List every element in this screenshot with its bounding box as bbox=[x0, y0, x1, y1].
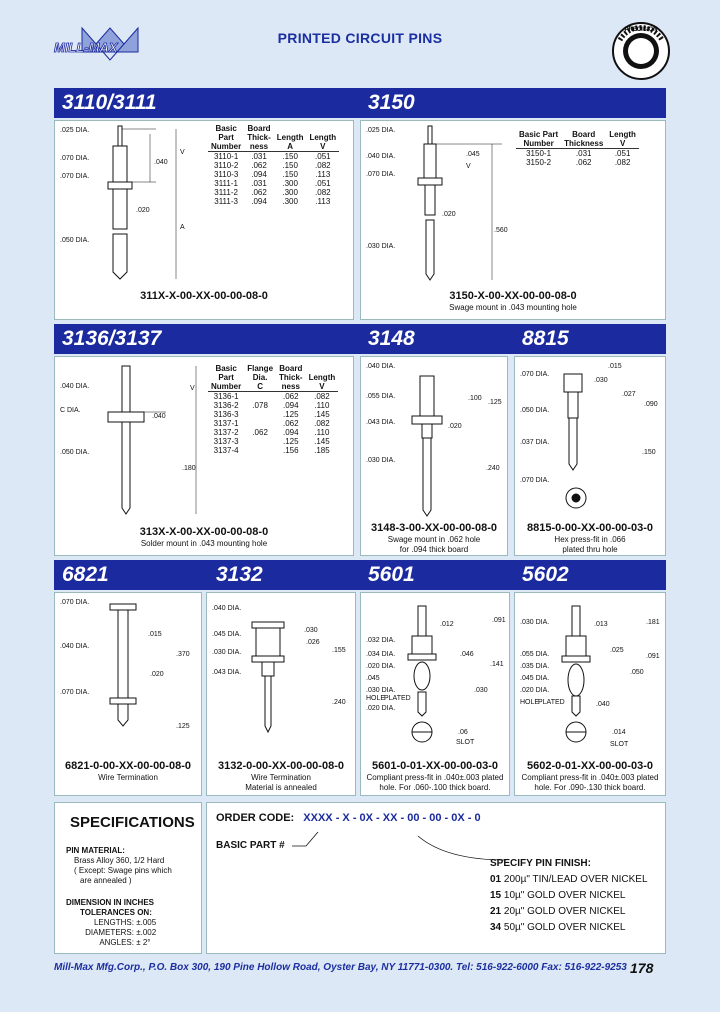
th: Length A bbox=[274, 124, 307, 152]
table-cell: 3136-2 bbox=[213, 401, 239, 410]
table-row bbox=[516, 149, 639, 159]
dim-label: .040 bbox=[596, 701, 610, 708]
part-code: 3150-X-00-XX-00-00-08-0 bbox=[449, 290, 577, 302]
tol-value: ± 2° bbox=[136, 938, 151, 947]
tol-value: ±.005 bbox=[136, 918, 157, 927]
th: Flange Dia. C bbox=[244, 364, 276, 392]
page-title: PRINTED CIRCUIT PINS bbox=[277, 30, 443, 46]
dim-label: .045 DIA. bbox=[212, 631, 242, 638]
table-cell bbox=[244, 437, 276, 446]
drawing-5602 bbox=[516, 596, 664, 752]
section-3110-title: 3110/3111 bbox=[62, 91, 157, 114]
part-note: Wire Termination bbox=[251, 773, 311, 782]
table-cell: .082 bbox=[315, 188, 331, 197]
table-body bbox=[208, 152, 339, 207]
table-3110 bbox=[208, 124, 339, 206]
part-note: hole. For .060-.100 thick board. bbox=[379, 783, 491, 792]
dim-label: .015 bbox=[608, 363, 622, 370]
table-cell: .150 bbox=[282, 170, 298, 179]
dim-label: .020 bbox=[448, 423, 462, 430]
dim-label: V bbox=[180, 149, 185, 156]
table-cell: .062 bbox=[252, 428, 268, 437]
finish-item bbox=[490, 872, 648, 888]
precision-seal bbox=[610, 20, 672, 82]
dim-label: SLOT bbox=[610, 741, 629, 748]
part-note: Solder mount in .043 mounting hole bbox=[140, 539, 268, 548]
table-cell bbox=[244, 392, 276, 402]
dim-label: .180 bbox=[182, 465, 196, 472]
table-cell: .082 bbox=[314, 419, 330, 428]
table-cell: .300 bbox=[282, 197, 298, 206]
finish-code: 01 bbox=[490, 874, 502, 885]
table-cell bbox=[244, 410, 276, 419]
table-cell: .062 bbox=[575, 158, 592, 167]
section-3148-title: 3148 bbox=[368, 327, 415, 350]
table-row bbox=[208, 188, 339, 197]
dim-label: .043 DIA. bbox=[366, 419, 396, 426]
dim-label: .141 bbox=[490, 661, 504, 668]
dim-label: .050 DIA. bbox=[60, 449, 90, 456]
dim-label: .034 DIA. bbox=[366, 651, 396, 658]
finish-list bbox=[490, 856, 648, 936]
table-row bbox=[208, 437, 338, 446]
table-cell: 3137-1 bbox=[213, 419, 239, 428]
dim-label: SLOT bbox=[456, 739, 475, 746]
table-3150 bbox=[516, 130, 639, 167]
table-cell bbox=[244, 419, 276, 428]
dim-label: .070 DIA. bbox=[60, 173, 90, 180]
drawing-3136 bbox=[56, 360, 206, 520]
dim-label: HOLE bbox=[520, 699, 540, 706]
finish-desc: 10µ" GOLD OVER NICKEL bbox=[503, 890, 626, 901]
th: Basic Part Number bbox=[208, 124, 244, 152]
table-row bbox=[208, 410, 338, 419]
table-row bbox=[208, 179, 339, 188]
table-cell: .094 bbox=[283, 401, 299, 410]
tol-name: DIAMETERS: bbox=[85, 928, 134, 937]
table-cell: 3110-1 bbox=[213, 152, 239, 161]
dim-label: .125 bbox=[176, 723, 190, 730]
dim-label: .040 DIA. bbox=[60, 383, 90, 390]
dim-label: .150 bbox=[642, 449, 656, 456]
dim-label: .181 bbox=[646, 619, 660, 626]
th: Basic Part Number bbox=[208, 364, 244, 392]
tol-name: LENGTHS: bbox=[93, 918, 134, 927]
section-5602-title: 5602 bbox=[522, 563, 569, 586]
dim-label: .070 DIA. bbox=[60, 155, 90, 162]
dim-label: .055 DIA. bbox=[366, 393, 396, 400]
drawing-3132 bbox=[208, 596, 354, 752]
dim-label: .040 bbox=[152, 413, 166, 420]
section-bar-row3 bbox=[54, 560, 666, 590]
table-cell: 3110-3 bbox=[213, 170, 239, 179]
part-note: Swage mount in .062 hole bbox=[387, 535, 481, 544]
section-bar-row1 bbox=[54, 88, 666, 118]
dim-label: .050 bbox=[630, 669, 644, 676]
th: Basic Part Number bbox=[516, 130, 561, 149]
table-cell: 3136-3 bbox=[213, 410, 239, 419]
dim-label: .030 bbox=[304, 627, 318, 634]
table-cell: .125 bbox=[283, 410, 299, 419]
finish-code: 21 bbox=[490, 906, 502, 917]
caption-6821 bbox=[54, 760, 202, 783]
drawing-3150 bbox=[362, 124, 512, 284]
dim-label: .091 bbox=[646, 653, 660, 660]
dim-label-line: TOLERANCES ON: bbox=[80, 908, 152, 917]
table-cell: 3137-3 bbox=[213, 437, 239, 446]
material-line: are annealed ) bbox=[80, 876, 132, 885]
specifications-title: SPECIFICATIONS bbox=[70, 814, 195, 831]
table-body bbox=[516, 149, 639, 168]
table-cell: .082 bbox=[314, 392, 330, 401]
material-block bbox=[66, 846, 172, 886]
table-cell: .094 bbox=[251, 197, 267, 206]
table-cell: .031 bbox=[575, 149, 592, 158]
dim-label: .370 bbox=[176, 651, 190, 658]
th: Length V bbox=[606, 130, 639, 149]
caption-3110 bbox=[54, 290, 354, 303]
table-cell: .062 bbox=[283, 419, 299, 428]
part-code: 3132-0-00-XX-00-00-08-0 bbox=[218, 760, 344, 772]
table-cell: .113 bbox=[315, 170, 331, 179]
part-code: 3148-3-00-XX-00-00-08-0 bbox=[371, 522, 497, 534]
table-cell: .110 bbox=[314, 401, 330, 410]
dim-label: .045 bbox=[366, 675, 380, 682]
table-cell: 3136-1 bbox=[213, 392, 239, 401]
table-cell bbox=[244, 446, 276, 455]
caption-3148 bbox=[360, 522, 508, 555]
part-note: Compliant press-fit in .040±.003 plated bbox=[521, 773, 659, 782]
part-note: plated thru hole bbox=[562, 545, 618, 554]
table-row bbox=[208, 170, 339, 179]
dim-label: .020 bbox=[136, 207, 150, 214]
dim-label: .240 bbox=[486, 465, 500, 472]
caption-3132 bbox=[206, 760, 356, 793]
drawing-3110 bbox=[56, 124, 206, 284]
page-number: 178 bbox=[630, 960, 654, 976]
table-row bbox=[208, 197, 339, 206]
th: Board Thickness bbox=[561, 130, 606, 149]
caption-5601 bbox=[360, 760, 510, 793]
tol-name: ANGLES: bbox=[99, 938, 134, 947]
table-cell: .094 bbox=[251, 170, 267, 179]
dim-label: .020 bbox=[150, 671, 164, 678]
dim-label: V bbox=[190, 385, 195, 392]
table-cell: 3137-4 bbox=[213, 446, 239, 455]
dim-label: .050 DIA. bbox=[520, 407, 550, 414]
table-cell: .031 bbox=[251, 179, 267, 188]
dim-label: .070 DIA. bbox=[60, 599, 90, 606]
finish-item bbox=[490, 904, 648, 920]
section-3132-title: 3132 bbox=[216, 563, 263, 586]
table-cell: .051 bbox=[315, 152, 331, 161]
dim-label: .040 DIA. bbox=[60, 643, 90, 650]
table-row bbox=[208, 428, 338, 437]
dim-label: .025 DIA. bbox=[366, 127, 396, 134]
material-line: ( Except: Swage pins which bbox=[74, 866, 172, 875]
section-3136-title: 3136/3137 bbox=[62, 327, 162, 350]
order-code-value: XXXX - X - 0X - XX - 00 - 00 - 0X - 0 bbox=[303, 812, 481, 824]
dim-label: .037 DIA. bbox=[520, 439, 550, 446]
dim-label: .091 bbox=[492, 617, 506, 624]
part-note: Material is annealed bbox=[245, 783, 317, 792]
part-note: Hex press-fit in .066 bbox=[554, 535, 626, 544]
dim-label: .020 DIA. bbox=[520, 687, 550, 694]
dim-label: .040 DIA. bbox=[366, 153, 396, 160]
th: Length V bbox=[306, 364, 339, 392]
part-code: 313X-X-00-XX-00-00-08-0 bbox=[139, 526, 269, 538]
table-cell: .185 bbox=[314, 446, 330, 455]
section-6821-title: 6821 bbox=[62, 563, 109, 586]
dim-label: .045 bbox=[466, 151, 480, 158]
table-cell: 3111-1 bbox=[214, 179, 238, 188]
drawing-3148 bbox=[362, 360, 506, 520]
table-row bbox=[208, 419, 338, 428]
material-line: Brass Alloy 360, 1/2 Hard bbox=[74, 856, 165, 865]
dim-label: .030 DIA. bbox=[366, 687, 396, 694]
part-code: 8815-0-00-XX-00-00-03-0 bbox=[527, 522, 653, 534]
table-row bbox=[516, 158, 639, 167]
table-cell: 3110-2 bbox=[213, 161, 239, 170]
table-cell: .062 bbox=[251, 188, 267, 197]
dim-label: .155 bbox=[332, 647, 346, 654]
drawing-6821 bbox=[56, 596, 200, 752]
section-3150-title: 3150 bbox=[368, 91, 415, 114]
seal-text: PRECISION bbox=[624, 27, 658, 33]
table-body bbox=[208, 392, 338, 456]
table-cell: 3111-3 bbox=[214, 197, 238, 206]
dim-label: .070 DIA. bbox=[366, 171, 396, 178]
table-cell: .110 bbox=[314, 428, 330, 437]
finish-code: 15 bbox=[490, 890, 502, 901]
dim-label-line: DIMENSION IN INCHES bbox=[66, 898, 155, 907]
part-code: 5601-0-01-XX-00-00-03-0 bbox=[372, 760, 498, 772]
dim-label: .055 DIA. bbox=[520, 651, 550, 658]
dim-label: .070 DIA. bbox=[60, 689, 90, 696]
dim-label: .025 DIA. bbox=[60, 127, 90, 134]
dim-label: .030 DIA. bbox=[212, 649, 242, 656]
dim-label: .035 DIA. bbox=[520, 663, 550, 670]
dim-label: .030 bbox=[594, 377, 608, 384]
dim-label: .014 bbox=[612, 729, 626, 736]
dim-label: .070 DIA. bbox=[520, 477, 550, 484]
dim-label: .050 DIA. bbox=[60, 237, 90, 244]
table-row bbox=[208, 152, 339, 162]
section-bar-row2 bbox=[54, 324, 666, 354]
part-note: for .094 thick board bbox=[399, 545, 469, 554]
caption-3136 bbox=[54, 526, 354, 549]
section-8815-title: 8815 bbox=[522, 327, 569, 350]
dim-label: .020 DIA. bbox=[366, 705, 396, 712]
finish-desc: 50µ" GOLD OVER NICKEL bbox=[503, 922, 626, 933]
part-note: Wire Termination bbox=[98, 773, 158, 782]
table-cell: .145 bbox=[314, 410, 330, 419]
table-cell: .051 bbox=[614, 149, 631, 158]
dim-label: HOLE bbox=[366, 695, 386, 702]
dim-label: .015 bbox=[148, 631, 162, 638]
drawing-5601 bbox=[362, 596, 508, 752]
dim-label: .040 DIA. bbox=[212, 605, 242, 612]
finish-item bbox=[490, 888, 648, 904]
dim-label: .027 bbox=[622, 391, 636, 398]
dim-label: .043 DIA. bbox=[212, 669, 242, 676]
table-cell: 3111-2 bbox=[214, 188, 238, 197]
table-cell: 3137-2 bbox=[213, 428, 239, 437]
table-cell: 3150-1 bbox=[526, 149, 552, 158]
dim-label: .070 DIA. bbox=[520, 371, 550, 378]
dim-label: .025 bbox=[610, 647, 624, 654]
dim-label: .045 DIA. bbox=[520, 675, 550, 682]
table-3136 bbox=[208, 364, 338, 455]
th: Board Thick- ness bbox=[244, 124, 274, 152]
finish-desc: 20µ" GOLD OVER NICKEL bbox=[503, 906, 626, 917]
finish-item bbox=[490, 920, 648, 936]
table-cell: .145 bbox=[314, 437, 330, 446]
part-note: Compliant press-fit in .040±.003 plated bbox=[366, 773, 504, 782]
table-cell: .062 bbox=[251, 161, 267, 170]
finish-title: SPECIFY PIN FINISH: bbox=[490, 858, 591, 869]
order-code-label: ORDER CODE: bbox=[216, 812, 295, 824]
dim-label: A bbox=[180, 224, 185, 231]
dim-label: PLATED bbox=[538, 699, 565, 706]
dim-label: .046 bbox=[460, 651, 474, 658]
table-row bbox=[208, 392, 338, 402]
dim-label: .090 bbox=[644, 401, 658, 408]
tolerance-block bbox=[66, 898, 156, 948]
table-cell: .113 bbox=[315, 197, 331, 206]
dim-label: .030 DIA. bbox=[366, 457, 396, 464]
dim-label: .125 bbox=[488, 399, 502, 406]
dim-label: .040 bbox=[154, 159, 168, 166]
table-row bbox=[208, 446, 338, 455]
dim-label: .06 bbox=[458, 729, 468, 736]
dim-label: .240 bbox=[332, 699, 346, 706]
material-label: PIN MATERIAL: bbox=[66, 846, 125, 855]
table-cell: .078 bbox=[252, 401, 268, 410]
tol-value: ±.002 bbox=[136, 928, 157, 937]
dim-label: .012 bbox=[440, 621, 454, 628]
table-cell: .082 bbox=[614, 158, 631, 167]
table-cell: .031 bbox=[251, 152, 267, 161]
dim-label: .013 bbox=[594, 621, 608, 628]
dim-label: .030 DIA. bbox=[520, 619, 550, 626]
section-5601-title: 5601 bbox=[368, 563, 415, 586]
table-cell: .156 bbox=[283, 446, 299, 455]
table-row bbox=[208, 401, 338, 410]
part-code: 311X-X-00-XX-00-00-08-0 bbox=[140, 290, 268, 302]
dim-label: .032 DIA. bbox=[366, 637, 396, 644]
part-note: hole. For .090-.130 thick board. bbox=[534, 783, 646, 792]
finish-code: 34 bbox=[490, 922, 502, 933]
th: Board Thick- ness bbox=[276, 364, 306, 392]
caption-8815 bbox=[514, 522, 666, 555]
footer-address: Mill-Max Mfg.Corp., P.O. Box 300, 190 Pine Hollow Road, Oyster Bay, NY 11771-0300. Tel: 516-922-6000 Fax: 516-922-9253 bbox=[54, 962, 627, 973]
caption-5602 bbox=[514, 760, 666, 793]
dim-label: V bbox=[466, 163, 471, 170]
table-cell: .150 bbox=[282, 161, 298, 170]
table-cell: .300 bbox=[282, 179, 298, 188]
dim-label: .030 bbox=[474, 687, 488, 694]
basic-part-label: BASIC PART # bbox=[216, 840, 285, 851]
table-cell: .125 bbox=[283, 437, 299, 446]
table-cell: 3150-2 bbox=[526, 158, 552, 167]
part-code: 5602-0-01-XX-00-00-03-0 bbox=[527, 760, 653, 772]
table-cell: .062 bbox=[283, 392, 299, 401]
finish-desc: 200µ" TIN/LEAD OVER NICKEL bbox=[503, 874, 648, 885]
part-note: Swage mount in .043 mounting hole bbox=[449, 303, 577, 312]
dim-label: .030 DIA. bbox=[366, 243, 396, 250]
table-cell: .082 bbox=[315, 161, 331, 170]
dim-label: .020 bbox=[442, 211, 456, 218]
dim-label: .040 DIA. bbox=[366, 363, 396, 370]
table-cell: .300 bbox=[282, 188, 298, 197]
table-row bbox=[208, 161, 339, 170]
drawing-8815 bbox=[516, 360, 664, 524]
table-cell: .150 bbox=[282, 152, 298, 161]
dim-label: C DIA. bbox=[60, 407, 81, 414]
caption-3150 bbox=[360, 290, 666, 313]
dim-label: .100 bbox=[468, 395, 482, 402]
dim-label: .026 bbox=[306, 639, 320, 646]
dim-label: PLATED bbox=[384, 695, 411, 702]
dim-label: .020 DIA. bbox=[366, 663, 396, 670]
part-code: 6821-0-00-XX-00-00-08-0 bbox=[65, 760, 191, 772]
th: Length V bbox=[306, 124, 339, 152]
table-cell: .094 bbox=[283, 428, 299, 437]
table-cell: .051 bbox=[315, 179, 331, 188]
logo-text: MILL-MAX bbox=[54, 40, 118, 55]
dim-label: .560 bbox=[494, 227, 508, 234]
